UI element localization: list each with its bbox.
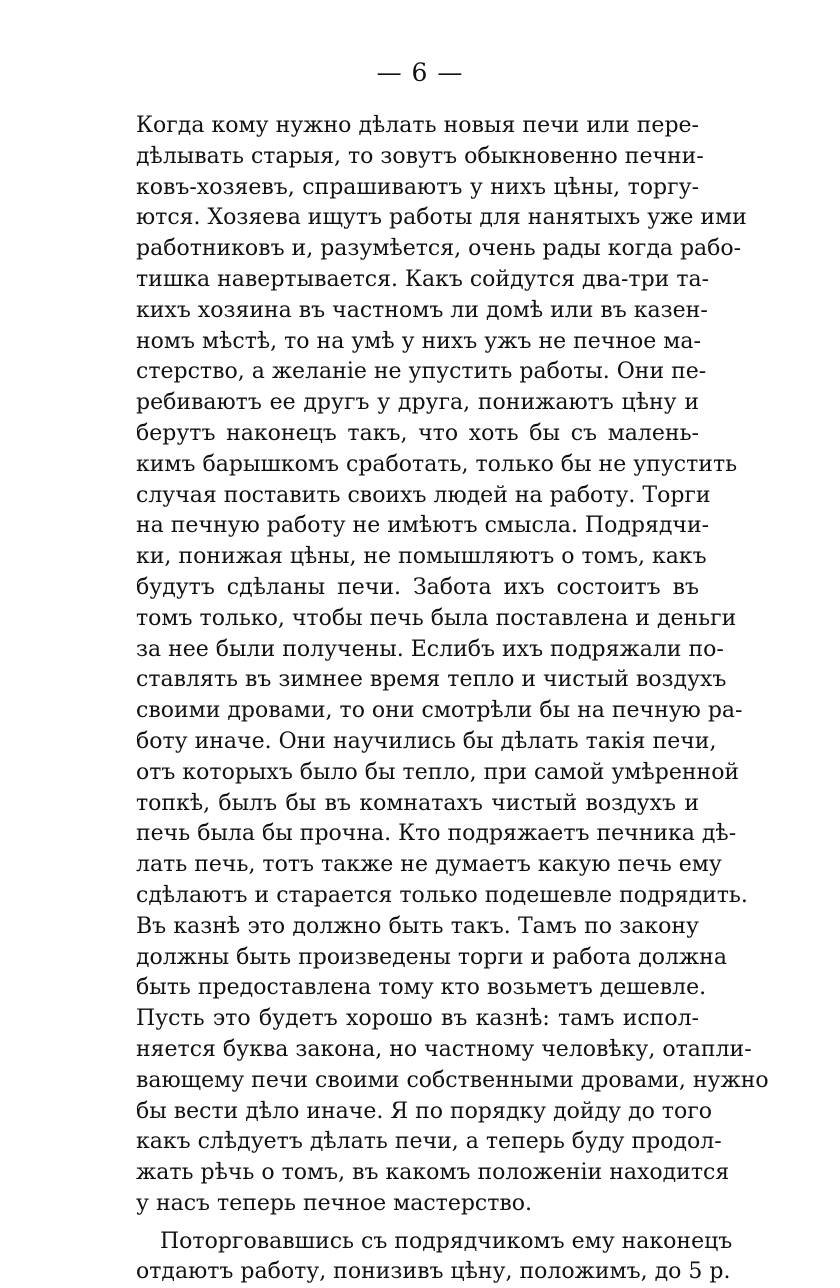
text-line: будутъ сдѣланы печи. Забота ихъ состоитъ въ <box>136 574 699 600</box>
text-line: бы вести дѣло иначе. Я по порядку дойду до того <box>136 1098 712 1124</box>
text-line: топкѣ, былъ бы въ комнатахъ чистый воздухъ и <box>136 790 699 816</box>
text-line: на печную работу не имѣютъ смысла. Подрядчи- <box>136 513 710 539</box>
text-line: дѣлывать старыя, то зовутъ обыкновенно печни- <box>136 143 704 169</box>
text-line: какъ слѣдуетъ дѣлать печи, а теперь буду продол- <box>136 1129 722 1155</box>
text-line: кимъ барышкомъ сработать, только бы не упустить <box>136 451 738 477</box>
paragraph <box>136 111 769 1220</box>
body-text <box>136 111 769 1288</box>
text-line: жать рѣчь о томъ, въ какомъ положеніи находится <box>136 1160 730 1186</box>
text-line: томъ только, чтобы печь была поставлена и деньги <box>136 605 737 631</box>
text-line: кихъ хозяина въ частномъ ли домѣ или въ казен- <box>136 297 708 323</box>
text-line: ются. Хозяева ищутъ работы для нанятыхъ уже ими <box>136 205 747 231</box>
text-line: случая поставить своихъ людей на работу. Торги <box>136 482 711 508</box>
text-line: за нее были получены. Еслибъ ихъ подряжали по- <box>136 636 724 662</box>
text-line: работниковъ и, разумѣется, очень рады когда рабо- <box>136 236 742 262</box>
text-line: Когда кому нужно дѣлать новыя печи или пере- <box>136 113 699 138</box>
text-line: быть предоставлена тому кто возьметъ дешевле. <box>136 975 707 1001</box>
text-line: боту иначе. Они научились бы дѣлать такія печи, <box>136 728 717 754</box>
text-line: номъ мѣстѣ, то на умѣ у нихъ ужъ не печное ма- <box>136 328 701 354</box>
text-line: ки, понижая цѣны, не помышляютъ о томъ, какъ <box>136 544 707 570</box>
text-line: отъ которыхъ было бы тепло, при самой умѣренной <box>136 759 740 785</box>
text-line: должны быть произведены торги и работа должна <box>136 944 727 970</box>
text-line: печь была бы прочна. Кто подряжаетъ печника дѣ- <box>136 821 737 847</box>
text-line: Поторговавшись съ подрядчикомъ ему наконецъ <box>160 1228 733 1254</box>
text-line: стерство, а желаніе не упустить работы. Они пе- <box>136 359 707 385</box>
text-line: Пусть это будетъ хорошо въ казнѣ: тамъ испол- <box>136 1006 699 1032</box>
text-line: сдѣлаютъ и старается только подешевле подрядить. <box>136 882 748 908</box>
paragraph-gap <box>136 1220 699 1227</box>
text-line: у насъ теперь печное мастерство. <box>136 1190 533 1216</box>
text-line: лать печь, тотъ также не думаетъ какую печь ему <box>136 852 722 878</box>
text-line: ребиваютъ ее другъ у друга, понижаютъ цѣну и <box>136 390 699 416</box>
text-line: отдаютъ работу, понизивъ цѣну, положимъ, до 5 р. <box>136 1259 731 1285</box>
page-number: — 6 — <box>376 58 464 87</box>
text-line: няется буква закона, но частному человѣку, отапли- <box>136 1036 752 1062</box>
paragraph <box>136 1227 733 1288</box>
text-line: тишка навертывается. Какъ сойдутся два-три та- <box>136 266 710 292</box>
text-line: берутъ наконецъ такъ, что хоть бы съ малень- <box>136 420 699 446</box>
text-line: ковъ-хозяевъ, спрашиваютъ у нихъ цѣны, торгу- <box>136 174 699 200</box>
text-line: своими дровами, то они смотрѣли бы на печную ра- <box>136 698 743 724</box>
text-line: Въ казнѣ это должно быть такъ. Тамъ по закону <box>136 913 699 939</box>
text-line: вающему печи своими собственными дровами, нужно <box>136 1067 769 1093</box>
text-line: ставлять въ зимнее время тепло и чистый воздухъ <box>136 667 727 693</box>
